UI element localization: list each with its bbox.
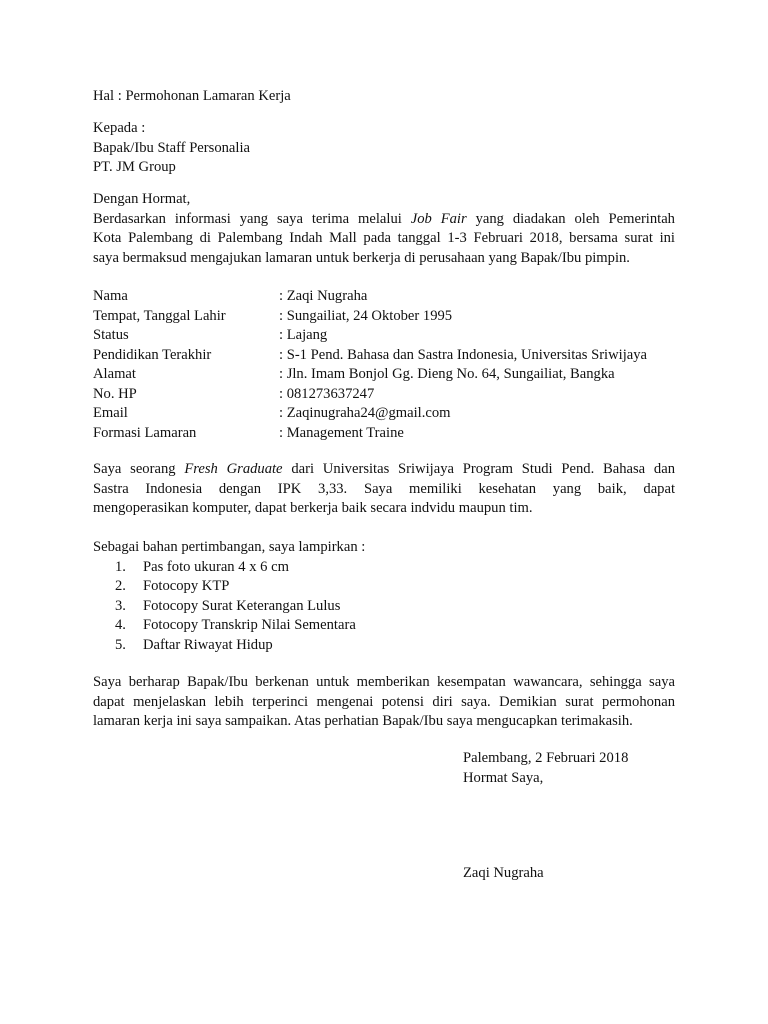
closing-paragraph [93,673,675,732]
closing-line-2: dapat menjelaskan lebih terperinci mengenai potensi diri saya. Demikian surat permohonan [93,693,675,710]
attachments-list [93,558,675,656]
detail-row-position: Formasi Lamaran : Management Traine [93,424,404,441]
detail-row-status: Status : Lajang [93,327,328,343]
list-item: 2. Fotocopy KTP [115,578,230,594]
signoff-name: Zaqi Nugraha [463,865,544,881]
opening-line-3: saya bermaksud mengajukan lamaran untuk berkerja di perusahaan yang Bapak/Ibu pimpin. [93,249,630,266]
list-item: 3. Fotocopy Surat Keterangan Lulus [115,597,341,614]
statement-line-3: mengoperasikan komputer, dapat berkerja baik secara indvidu maupun tim. [93,500,533,516]
signoff-regards: Hormat Saya, [463,769,544,786]
statement-line-2: Sastra Indonesia dengan IPK 3,33. Saya memiliki kesehatan yang baik, dapat [93,480,675,497]
applicant-details [93,287,675,443]
subject-text: Permohonan Lamaran Kerja [125,88,291,104]
opening-line-2: Kota Palembang di Palembang Indah Mall pada tanggal 1-3 Februari 2018, bersama surat ini [93,230,675,246]
list-item: 4. Fotocopy Transkrip Nilai Sementara [115,617,356,633]
opening-paragraph [93,190,675,268]
letter-subject [93,87,675,107]
signoff-place-date: Palembang, 2 Februari 2018 [463,750,629,766]
detail-row-birth: Tempat, Tanggal Lahir : Sungailiat, 24 Oktober 1995 [93,307,453,324]
greeting: Dengan Hormat, [93,191,191,207]
letter-recipient [93,119,675,178]
detail-row-education: Pendidikan Terakhir : S-1 Pend. Bahasa dan Sastra Indonesia, Universitas Sriwijaya [93,346,648,363]
subject-label: Hal : [93,88,126,104]
statement-paragraph [93,460,675,519]
recipient-line-1: Bapak/Ibu Staff Personalia [93,139,250,156]
list-item: 1. Pas foto ukuran 4 x 6 cm [115,558,289,575]
closing-line-3: lamaran kerja ini saya sampaikan. Atas perhatian Bapak/Ibu saya mengucapkan terimakasih. [93,713,633,729]
recipient-to: Kepada : [93,120,146,136]
detail-row-phone: No. HP : 081273637247 [93,385,375,402]
list-item: 5. Daftar Riwayat Hidup [115,636,273,653]
detail-row-address: Alamat : Jln. Imam Bonjol Gg. Dieng No. 64, Sungailiat, Bangka [93,366,615,382]
opening-line-1: Berdasarkan informasi yang saya terima melalui Job Fair yang diadakan oleh Pemerintah [93,210,675,227]
closing-line-1: Saya berharap Bapak/Ibu berkenan untuk memberikan kesempatan wawancara, sehingga saya [93,674,675,690]
attachments-section [93,538,675,655]
recipient-line-2: PT. JM Group [93,159,176,175]
signoff-block [463,749,628,788]
detail-row-email: Email : Zaqinugraha24@gmail.com [93,405,451,421]
signoff-name-block [463,864,544,884]
statement-line-1: Saya seorang Fresh Graduate dari Universitas Sriwijaya Program Studi Pend. Bahasa dan [93,461,675,477]
attachments-intro: Sebagai bahan pertimbangan, saya lampirkan : [93,539,366,555]
detail-row-name: Nama : Zaqi Nugraha [93,288,368,304]
